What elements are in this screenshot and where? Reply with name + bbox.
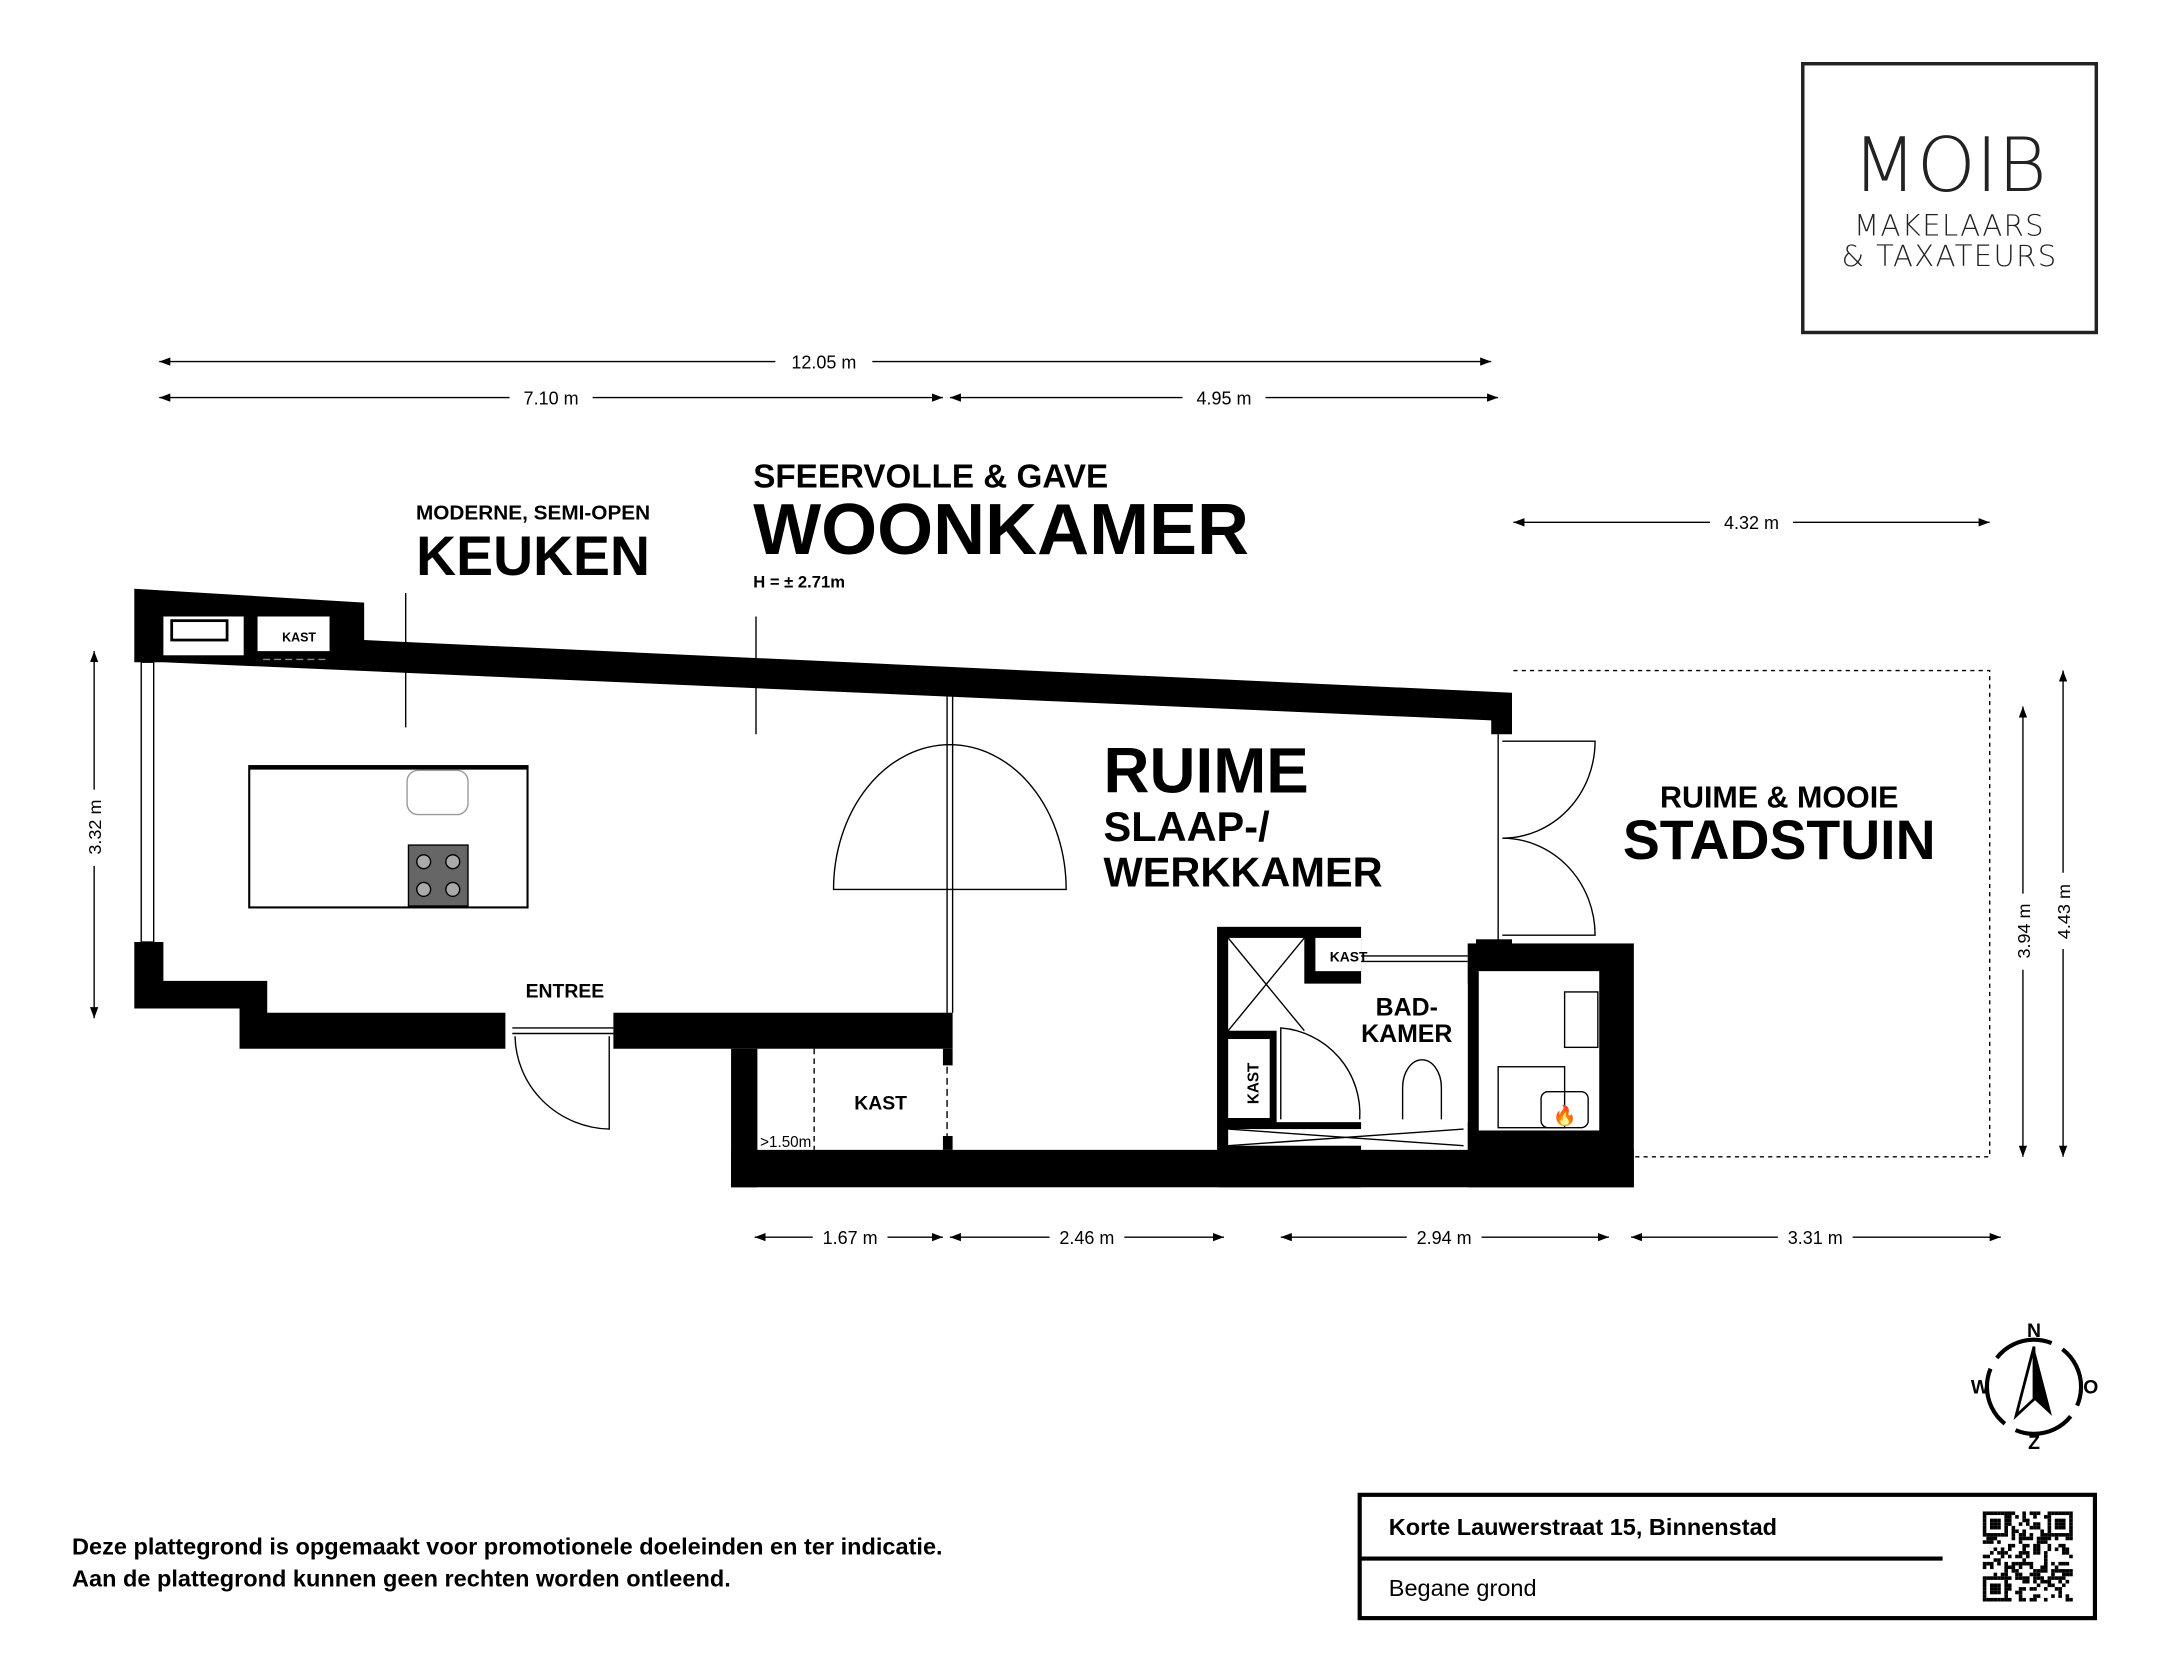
dim-left-depth: 3.32 m <box>85 799 106 855</box>
dim-bottom-3: 2.94 m <box>1416 1228 1472 1249</box>
company-logo <box>1803 64 2097 333</box>
closet-vertical-label: KAST <box>1245 1062 1263 1105</box>
address: Korte Lauwerstraat 15, Binnenstad <box>1388 1513 1778 1541</box>
bedroom-label-2: SLAAP-/ <box>1103 802 1270 850</box>
dim-bottom-2: 2.46 m <box>1059 1228 1115 1249</box>
dim-garden-width: 4.32 m <box>1724 513 1780 534</box>
bedroom-label-3: WERKKAMER <box>1103 848 1383 896</box>
closet-small-label: KAST <box>282 630 317 645</box>
garden-label: STADSTUIN <box>1622 808 1936 871</box>
dim-garden-inner: 3.94 m <box>2013 903 2034 959</box>
logo-name: MOIB <box>1852 122 2047 210</box>
floor-name: Begane grond <box>1388 1574 1537 1601</box>
kitchen-label: KEUKEN <box>416 524 650 587</box>
bedroom-label-1: RUIME <box>1103 735 1309 807</box>
living-label: WOONKAMER <box>753 490 1250 571</box>
address-box <box>1360 1495 2095 1618</box>
boiler-flame-icon: 🔥 <box>1552 1105 1577 1128</box>
room-labels <box>282 459 1935 1151</box>
dim-bottom-4: 3.31 m <box>1787 1228 1843 1249</box>
dim-bedroom: 4.95 m <box>1196 388 1252 409</box>
garden-subtitle: RUIME & MOOIE <box>1659 780 1899 815</box>
hob-icon <box>408 845 468 906</box>
bathroom-label-2: KAMER <box>1361 1019 1453 1048</box>
compass-w: W <box>1970 1376 1990 1399</box>
closet-height: >1.50m <box>760 1134 812 1152</box>
qr-code[interactable] <box>1983 1511 2073 1601</box>
compass-e: O <box>2083 1376 2099 1399</box>
living-subtitle: SFEERVOLLE & GAVE <box>753 458 1109 496</box>
dim-total-width: 12.05 m <box>791 352 857 373</box>
dim-bottom-1: 1.67 m <box>822 1228 878 1249</box>
kitchen-subtitle: MODERNE, SEMI-OPEN <box>415 501 651 525</box>
kitchen-island <box>249 766 527 907</box>
bathroom-label-1: BAD- <box>1375 993 1438 1022</box>
closet-label: KAST <box>854 1092 907 1115</box>
closet-bath-label: KAST <box>1329 948 1368 965</box>
disclaimer-line-1: Deze plattegrond is opgemaakt voor promotionele doeleinden en ter indicatie. <box>72 1533 943 1560</box>
compass-s: Z <box>2028 1432 2040 1455</box>
disclaimer-line-2: Aan de plattegrond kunnen geen rechten worden ontleend. <box>72 1565 731 1592</box>
entrance-label: ENTREE <box>525 980 605 1003</box>
dim-kitchen-living: 7.10 m <box>523 388 579 409</box>
compass-n: N <box>2027 1319 2041 1342</box>
logo-line2: & TAXATEURS <box>1841 238 2058 273</box>
sink-icon <box>407 770 468 814</box>
logo-line1: MAKELAARS <box>1854 208 2046 243</box>
living-height: H = ± 2.71m <box>753 572 845 592</box>
compass-icon <box>1971 1320 2098 1454</box>
dim-garden-outer: 4.43 m <box>2054 884 2074 940</box>
